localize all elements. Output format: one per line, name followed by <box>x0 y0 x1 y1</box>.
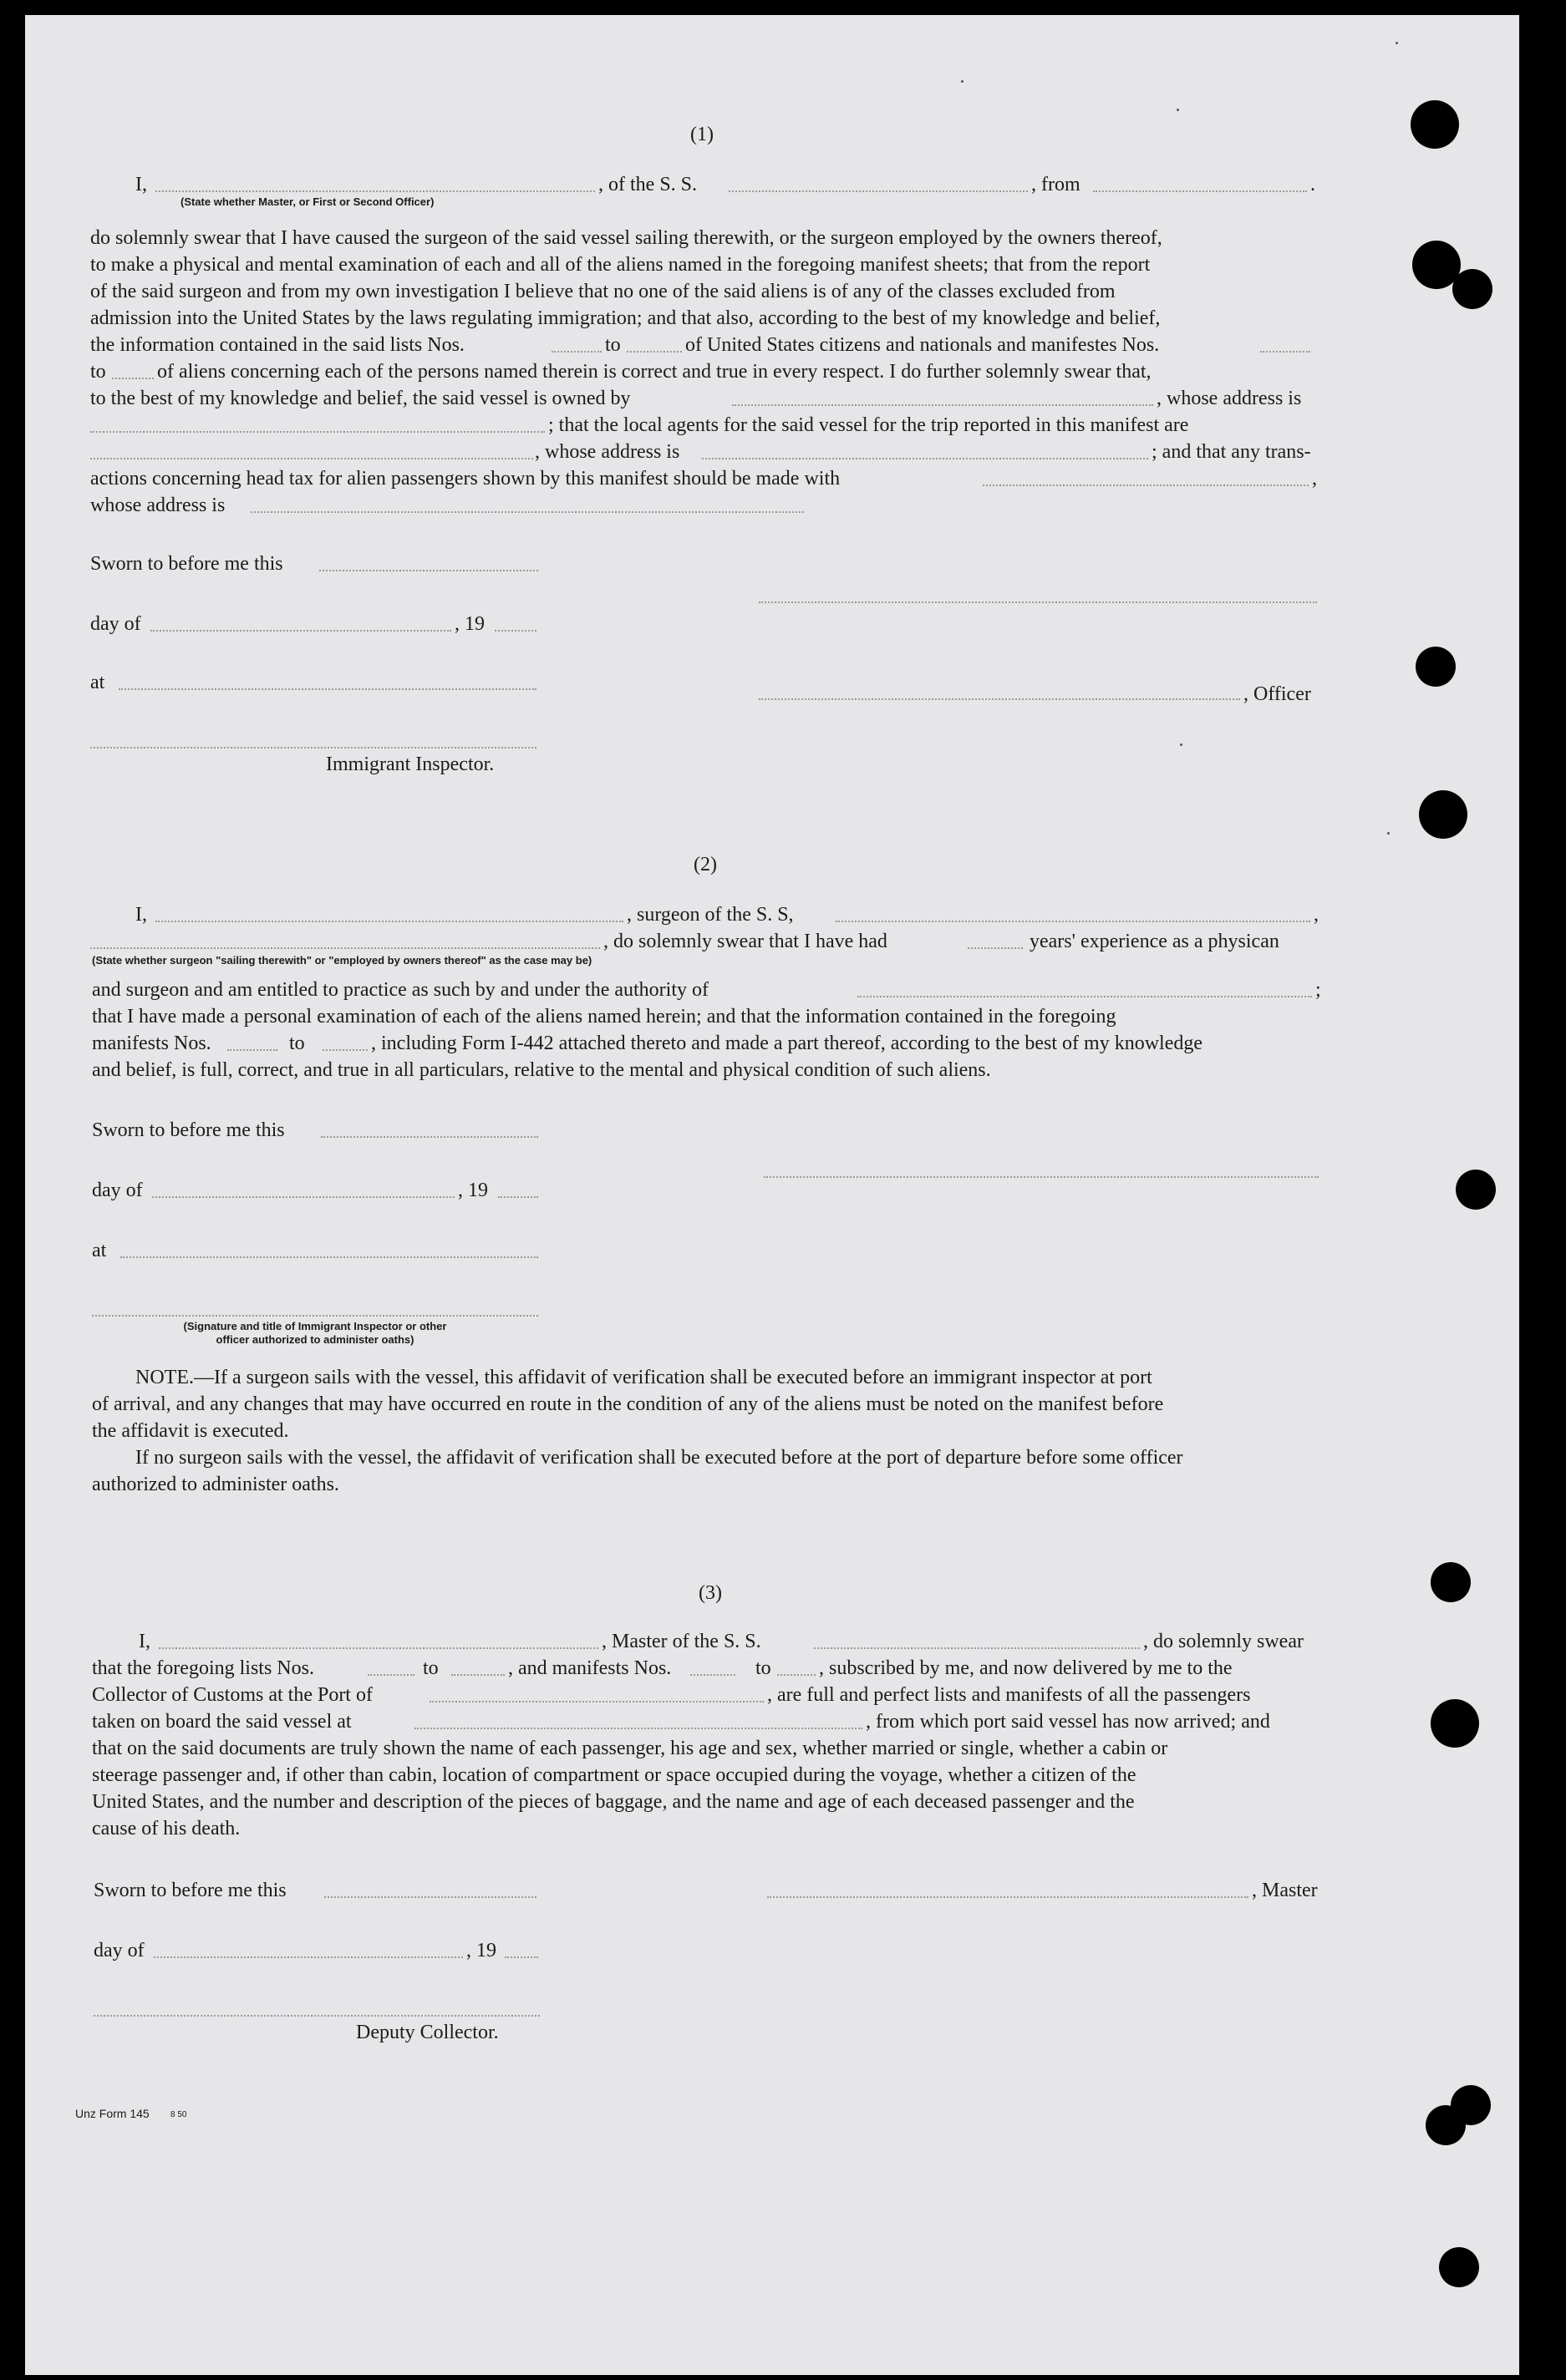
paragraph-line: to make a physical and mental examination of each and all of the aliens named in the foregoing manifest sheets; that from the report <box>90 254 1151 276</box>
year-label: , 19 <box>455 613 485 635</box>
blank-vessel-name-3[interactable] <box>814 1647 1140 1649</box>
speck <box>1180 743 1182 746</box>
paragraph-line: that I have made a personal examination of each of the aliens named herein; and that the information contained in the foregoing <box>92 1006 1116 1028</box>
blank-port[interactable] <box>430 1701 764 1703</box>
speck <box>1177 109 1179 111</box>
paragraph-line: , whose address is <box>1157 388 1302 409</box>
punch-hole <box>1439 2247 1479 2287</box>
punch-hole <box>1431 1562 1471 1602</box>
blank-officer-name[interactable] <box>155 190 595 192</box>
speck <box>1396 42 1398 44</box>
line-text: , surgeon of the S. S, <box>627 904 794 926</box>
section-number: (3) <box>699 1582 722 1604</box>
line-text: , do solemnly swear that I have had <box>603 931 887 952</box>
blank-manifest-from[interactable] <box>1260 351 1310 353</box>
paragraph-line: whose address is <box>90 495 226 516</box>
blank-year[interactable] <box>495 630 536 632</box>
caption-officer: (State whether Master, or First or Second Officer) <box>180 195 435 208</box>
line-text: years' experience as a physican <box>1030 931 1279 952</box>
blank-embark-port[interactable] <box>414 1728 862 1729</box>
punch-hole <box>1426 2105 1466 2145</box>
blank-manifest-to[interactable] <box>112 378 154 379</box>
paragraph-line: Collector of Customs at the Port of <box>92 1684 373 1706</box>
officer-label: , Officer <box>1243 683 1311 705</box>
paragraph-line: that the foregoing lists Nos. <box>92 1657 314 1679</box>
year-label: , 19 <box>466 1940 496 1961</box>
blank-lists-from[interactable] <box>368 1674 414 1676</box>
paragraph-line: , <box>1312 468 1317 490</box>
blank-head-tax-address[interactable] <box>251 511 804 513</box>
paragraph-line: to <box>605 334 621 356</box>
speck <box>961 80 963 83</box>
blank-lists-to[interactable] <box>451 1674 505 1676</box>
line-text: , from <box>1031 174 1080 195</box>
day-of-label: day of <box>94 1940 145 1961</box>
blank-at-place-2[interactable] <box>120 1256 538 1258</box>
paragraph-line: that on the said documents are truly shown the name of each passenger, his age and sex, whether married or single, whether a cabin or <box>92 1738 1168 1759</box>
paragraph-line: admission into the United States by the laws regulating immigration; and that also, according to the best of my knowledge and belief, <box>90 307 1161 329</box>
paragraph-line: to <box>423 1657 439 1679</box>
section-number: (2) <box>694 854 717 875</box>
paragraph-line: of the said surgeon and from my own investigation I believe that no one of the said aliens is of any of the classes excluded from <box>90 281 1116 302</box>
blank-month-3[interactable] <box>154 1956 463 1958</box>
paragraph-line: and surgeon and am entitled to practice as such by and under the authority of <box>92 979 709 1001</box>
paragraph-line: the information contained in the said lists Nos. <box>90 334 465 356</box>
blank-agents-address[interactable] <box>702 458 1148 459</box>
master-label: , Master <box>1252 1880 1318 1901</box>
blank-signature[interactable] <box>759 601 1317 603</box>
paragraph-line: cause of his death. <box>92 1818 241 1840</box>
sworn-label: Sworn to before me this <box>94 1880 287 1901</box>
paragraph-line: ; <box>1315 979 1321 1001</box>
collector-label: Deputy Collector. <box>356 2022 499 2043</box>
paragraph-line: , from which port said vessel has now arrived; and <box>866 1711 1270 1733</box>
paragraph-line: actions concerning head tax for alien passengers shown by this manifest should be made with <box>90 468 841 490</box>
at-label: at <box>92 1240 107 1261</box>
blank-officer-signature[interactable] <box>759 698 1240 700</box>
caption-signature: officer authorized to administer oaths) <box>216 1333 414 1346</box>
day-of-label: day of <box>90 613 141 635</box>
year-label: , 19 <box>458 1180 488 1201</box>
caption-surgeon: (State whether surgeon "sailing therewith" or "employed by owners thereof" as the case may be) <box>92 954 592 967</box>
paragraph-line: do solemnly swear that I have caused the surgeon of the said vessel sailing therewith, or the surgeon employed by the owners thereof, <box>90 227 1162 249</box>
paragraph-line: , including Form I-442 attached thereto and made a part thereof, according to the best of my knowledge <box>371 1033 1203 1054</box>
blank-years[interactable] <box>968 947 1023 949</box>
blank-vessel-name[interactable] <box>729 190 1028 192</box>
sworn-label: Sworn to before me this <box>90 553 283 575</box>
line-text: , of the S. S. <box>598 174 698 195</box>
paragraph-line: steerage passenger and, if other than cabin, location of compartment or space occupied during the voyage, whether a citizen of the <box>92 1764 1136 1786</box>
speck <box>1387 832 1390 835</box>
blank-master-name[interactable] <box>159 1647 598 1649</box>
blank-inspector-signature[interactable] <box>90 747 536 749</box>
line-text: I, <box>135 174 147 195</box>
blank-manifests-from[interactable] <box>690 1674 735 1676</box>
sworn-label: Sworn to before me this <box>92 1119 285 1141</box>
blank-sworn-day-2[interactable] <box>321 1136 538 1138</box>
blank-owner[interactable] <box>732 404 1153 406</box>
line-text: , Master of the S. S. <box>602 1631 761 1652</box>
punch-hole <box>1419 790 1467 839</box>
punch-hole <box>1416 647 1456 687</box>
blank-sworn-day-3[interactable] <box>324 1896 536 1898</box>
paragraph-line: United States, and the number and description of the pieces of baggage, and the name and age of each deceased passenger and the <box>92 1791 1135 1813</box>
paragraph-line: , are full and perfect lists and manifests of all the passengers <box>767 1684 1251 1706</box>
form-code: 8 50 <box>170 2110 187 2119</box>
paragraph-line: of United States citizens and nationals and manifestes Nos. <box>685 334 1160 356</box>
blank-local-agents[interactable] <box>90 458 533 459</box>
blank-list-from[interactable] <box>552 351 602 353</box>
paragraph-line: ; and that any trans- <box>1152 441 1311 463</box>
blank-master-signature[interactable] <box>767 1896 1248 1898</box>
blank-manifest-to-2[interactable] <box>323 1049 368 1051</box>
blank-manifest-from-2[interactable] <box>227 1049 277 1051</box>
punch-hole <box>1456 1170 1496 1210</box>
paragraph-line: and belief, is full, correct, and true in all particulars, relative to the mental and physical condition of such aliens. <box>92 1059 991 1081</box>
blank-month-2[interactable] <box>152 1196 455 1198</box>
line-text: I, <box>139 1631 150 1652</box>
blank-year-2[interactable] <box>498 1196 538 1198</box>
paragraph-line: to <box>90 361 106 383</box>
blank-owner-address[interactable] <box>90 431 545 433</box>
paragraph-line: , and manifests Nos. <box>508 1657 672 1679</box>
blank-surgeon-name[interactable] <box>155 921 623 922</box>
blank-from-port[interactable] <box>1093 190 1307 192</box>
blank-collector-signature[interactable] <box>94 2015 540 2017</box>
punch-hole <box>1431 1699 1479 1748</box>
paragraph-line: ; that the local agents for the said vessel for the trip reported in this manifest are <box>548 414 1189 436</box>
blank-head-tax-party[interactable] <box>983 485 1309 486</box>
note-line: authorized to administer oaths. <box>92 1474 339 1495</box>
section-number: (1) <box>690 124 714 145</box>
blank-list-to[interactable] <box>627 351 682 353</box>
day-of-label: day of <box>92 1180 143 1201</box>
paragraph-line: to <box>755 1657 771 1679</box>
paragraph-line: manifests Nos. <box>92 1033 211 1054</box>
line-text: . <box>1310 174 1315 195</box>
blank-inspector-signature-2[interactable] <box>92 1315 538 1317</box>
blank-sworn-day[interactable] <box>319 570 538 571</box>
blank-year-3[interactable] <box>505 1956 538 1958</box>
paragraph-line: to the best of my knowledge and belief, the said vessel is owned by <box>90 388 631 409</box>
blank-authority[interactable] <box>857 996 1312 997</box>
blank-surgeon-signature[interactable] <box>764 1176 1319 1178</box>
form-number: Unz Form 145 <box>75 2107 150 2120</box>
blank-vessel-name-2[interactable] <box>836 921 1310 922</box>
punch-hole <box>1452 269 1492 309</box>
caption-signature: (Signature and title of Immigrant Inspector or other <box>183 1320 447 1332</box>
blank-surgeon-type[interactable] <box>90 947 600 949</box>
paragraph-line: , whose address is <box>535 441 680 463</box>
inspector-label: Immigrant Inspector. <box>326 754 495 775</box>
punch-hole <box>1411 100 1459 149</box>
blank-at-place[interactable] <box>119 688 536 690</box>
paragraph-line: , subscribed by me, and now delivered by me to the <box>819 1657 1233 1679</box>
paragraph-line: taken on board the said vessel at <box>92 1711 352 1733</box>
note-line: NOTE.—If a surgeon sails with the vessel, this affidavit of verification shall be executed before an immigrant inspector at port <box>135 1367 1152 1388</box>
note-line: If no surgeon sails with the vessel, the affidavit of verification shall be executed before at the port of departure before some officer <box>135 1447 1183 1469</box>
note-line: of arrival, and any changes that may have occurred en route in the condition of any of the aliens must be noted on the manifest before <box>92 1393 1164 1415</box>
paragraph-line: of aliens concerning each of the persons named therein is correct and true in every respect. I do further solemnly swear that, <box>157 361 1152 383</box>
blank-month[interactable] <box>150 630 451 632</box>
note-line: the affidavit is executed. <box>92 1420 289 1442</box>
line-text: I, <box>135 904 147 926</box>
paragraph-line: to <box>289 1033 305 1054</box>
blank-manifests-to[interactable] <box>777 1674 816 1676</box>
at-label: at <box>90 672 105 693</box>
line-text: , <box>1314 904 1319 926</box>
line-text: , do solemnly swear <box>1143 1631 1304 1652</box>
